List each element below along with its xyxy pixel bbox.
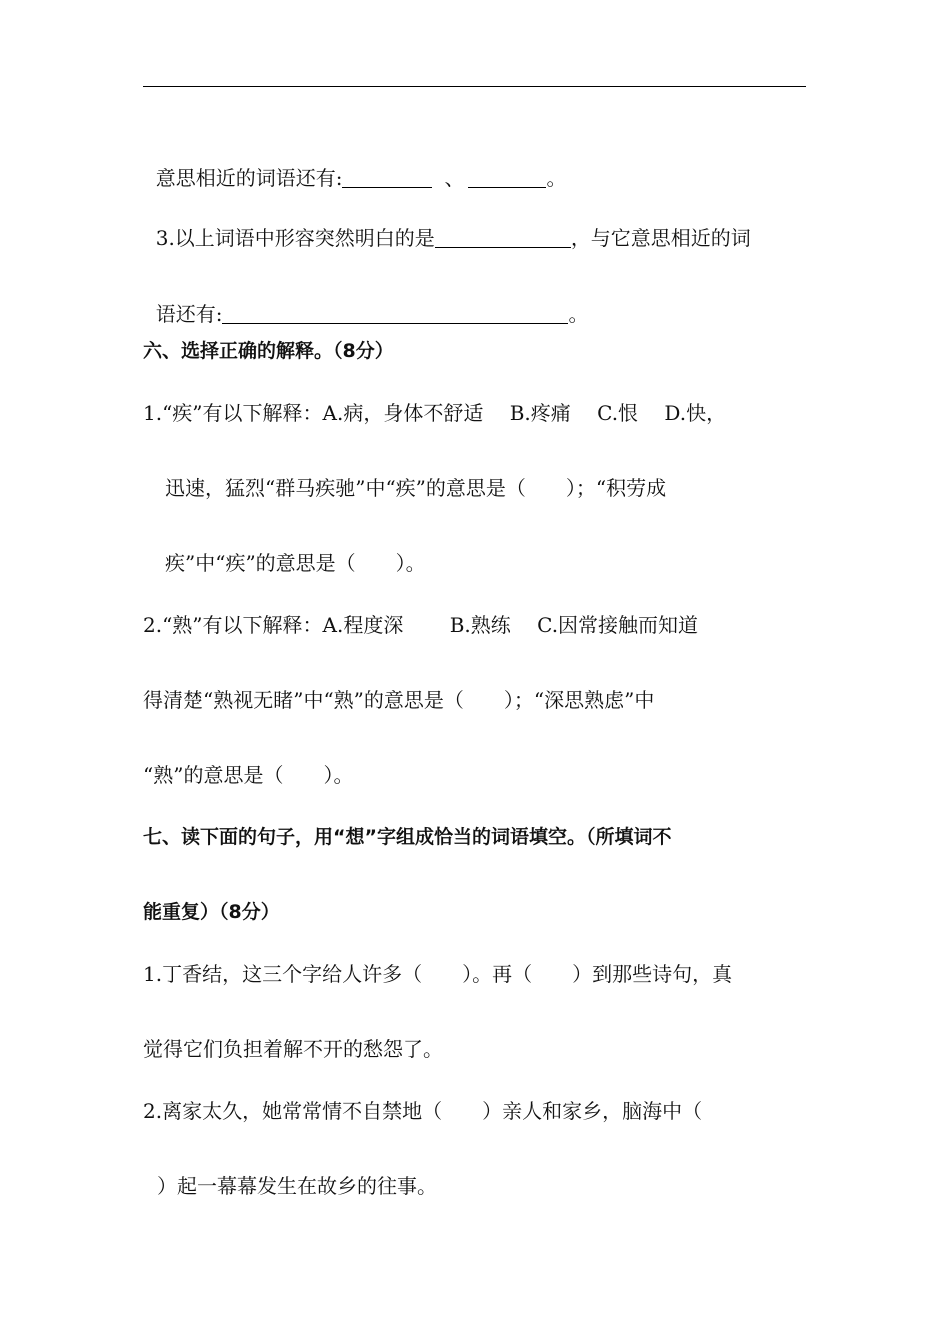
- question-2-line: 2.离家太久，她常常情不自禁地（ ）亲人和家乡，脑海中（: [143, 1099, 703, 1123]
- text-segment: 意思相近的词语还有:: [155, 166, 343, 190]
- answer-blank[interactable]: [222, 303, 568, 324]
- section-6-heading: 六、选择正确的解释。（8分）: [143, 340, 394, 362]
- question-1-line: 1.“疾”有以下解释：A.病，身体不舒适 B.疼痛 C.恨 D.快，: [143, 401, 727, 425]
- question-1-line: 疾”中“疾”的意思是（ ）。: [165, 551, 426, 575]
- question-1-line: 迅速，猛烈“群马疾驰”中“疾”的意思是（ ）；“积劳成: [165, 476, 667, 500]
- question-2-line: ）起一幕幕发生在故乡的往事。: [157, 1174, 437, 1198]
- question-2-line: “熟”的意思是（ ）。: [143, 763, 354, 787]
- top-rule: [143, 86, 806, 87]
- answer-blank[interactable]: [342, 167, 432, 188]
- text-segment: 3.以上词语中形容突然明白的是: [155, 226, 435, 250]
- question-2-line: 得清楚“熟视无睹”中“熟”的意思是（ ）；“深思熟虑”中: [143, 688, 655, 712]
- question-2-line: 2.“熟”有以下解释：A.程度深 B.熟练 C.因常接触而知道: [143, 613, 699, 637]
- question-3-line: [143, 199, 751, 251]
- question-1-line: 觉得它们负担着解不开的愁怨了。: [143, 1037, 443, 1061]
- section-7-heading: 七、读下面的句子，用“想”字组成恰当的词语填空。（所填词不: [143, 826, 672, 848]
- question-3-continuation: [143, 275, 588, 327]
- text-segment: 。: [568, 302, 589, 326]
- section-7-heading: 能重复）（8分）: [143, 901, 280, 923]
- text-segment: 语还有:: [155, 302, 223, 326]
- text-segment: ，与它意思相近的词: [570, 226, 751, 250]
- answer-blank[interactable]: [435, 227, 571, 248]
- text-line-similar-words: [143, 139, 566, 191]
- answer-blank[interactable]: [468, 167, 546, 188]
- text-segment: 、: [444, 166, 465, 190]
- question-1-line: 1.丁香结，这三个字给人许多（ ）。再（ ）到那些诗句，真: [143, 962, 733, 986]
- text-segment: 。: [546, 166, 567, 190]
